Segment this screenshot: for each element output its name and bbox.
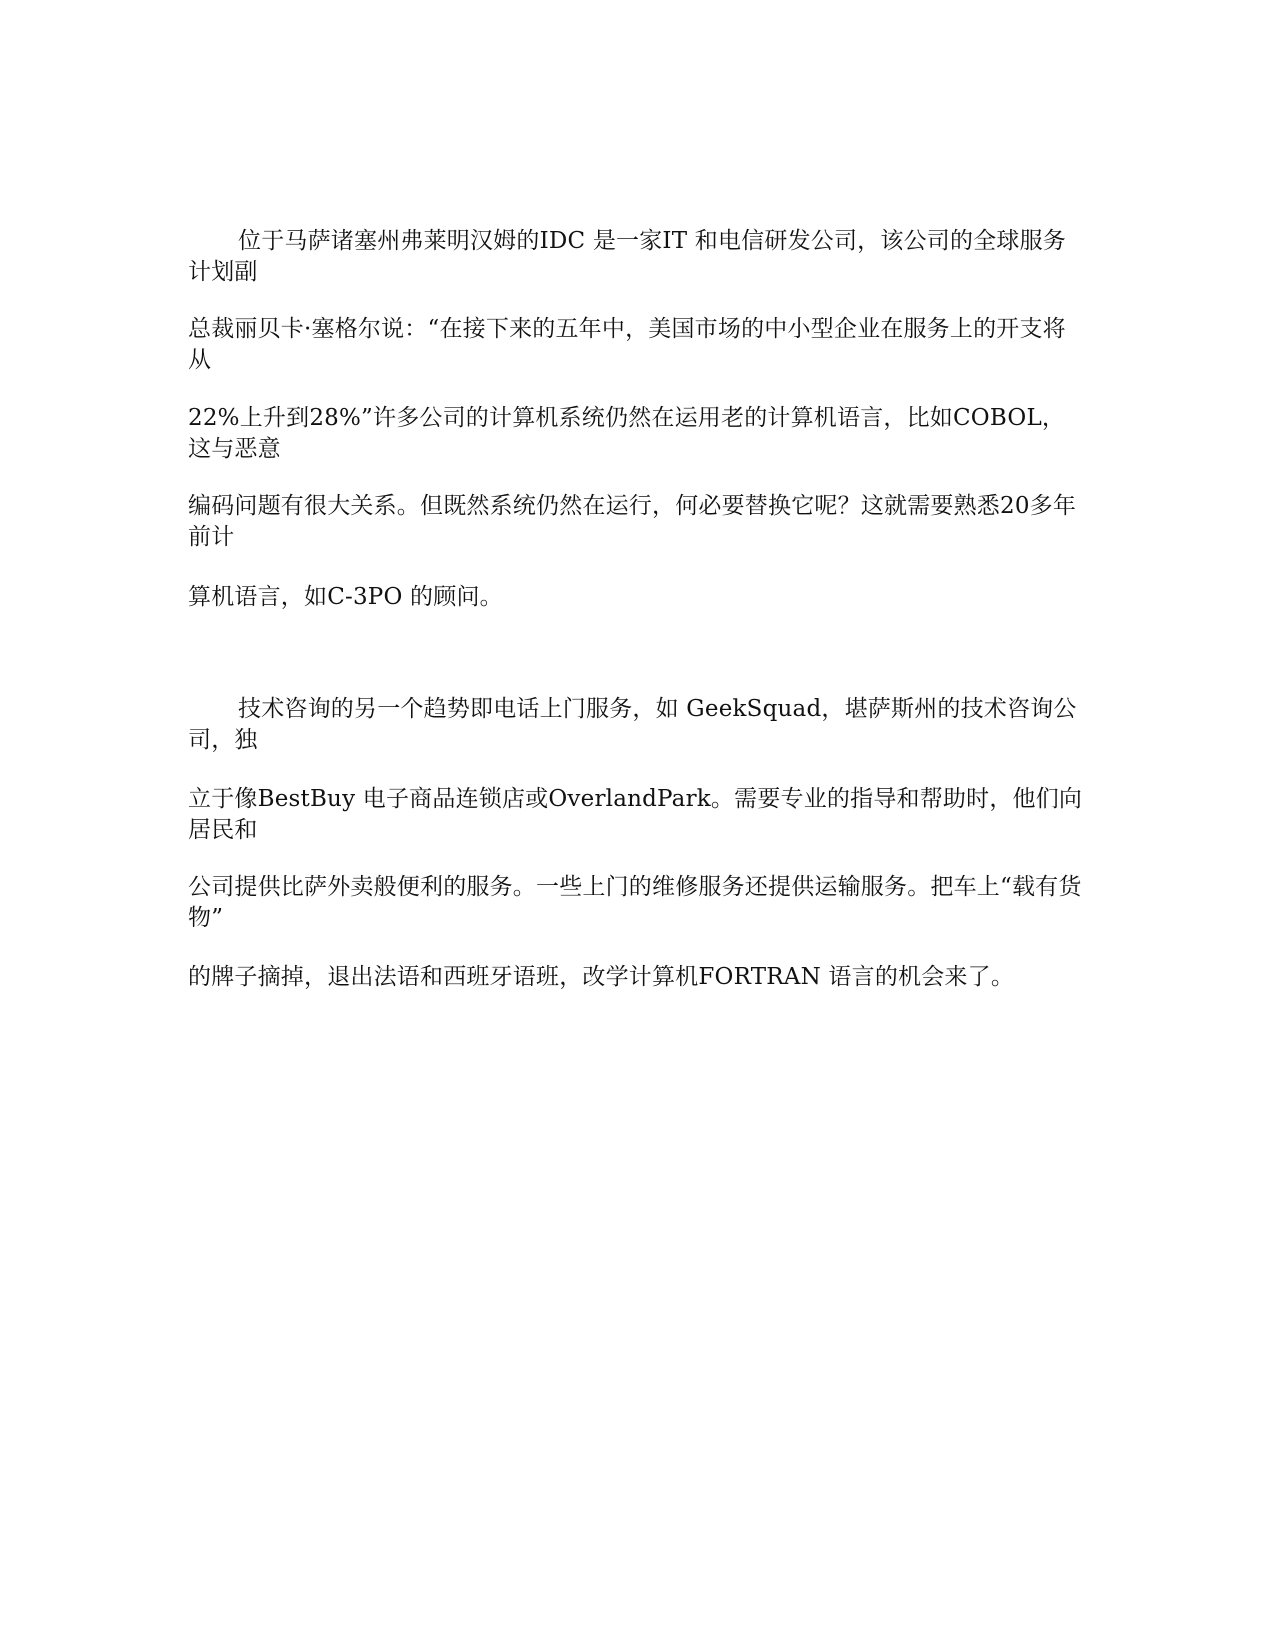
paragraph-2-line-4: 的牌子摘掉，退出法语和西班牙语班，改学计算机FORTRAN 语言的机会来了。 (188, 964, 1015, 990)
paragraph-1-line-5: 算机语言，如C-3PO 的顾问。 (188, 584, 503, 610)
paragraph-2-line-3: 公司提供比萨外卖般便利的服务。一些上门的维修服务还提供运输服务。把车上“载有货物” (188, 874, 1082, 931)
paragraph-1-line-4: 编码问题有很大关系。但既然系统仍然在运行，何必要替换它呢？这就需要熟悉20多年前计 (188, 493, 1077, 550)
paragraph-1-line-2: 总裁丽贝卡·塞格尔说：“在接下来的五年中，美国市场的中小型企业在服务上的开支将从 (188, 316, 1066, 373)
paragraph-1-line-3: 22%上升到28%”许多公司的计算机系统仍然在运用老的计算机语言，比如COBOL，这与恶意 (188, 405, 1066, 462)
paragraph-2-line-1: 技术咨询的另一个趋势即电话上门服务，如 GeekSquad，堪萨斯州的技术咨询公司，独 (188, 696, 1077, 753)
paragraph-2-line-2: 立于像BestBuy 电子商品连锁店或OverlandPark。需要专业的指导和帮助时，他们向居民和 (188, 786, 1083, 843)
paragraph-1-line-1: 位于马萨诸塞州弗莱明汉姆的IDC 是一家IT 和电信研发公司，该公司的全球服务计划副 (188, 228, 1066, 285)
